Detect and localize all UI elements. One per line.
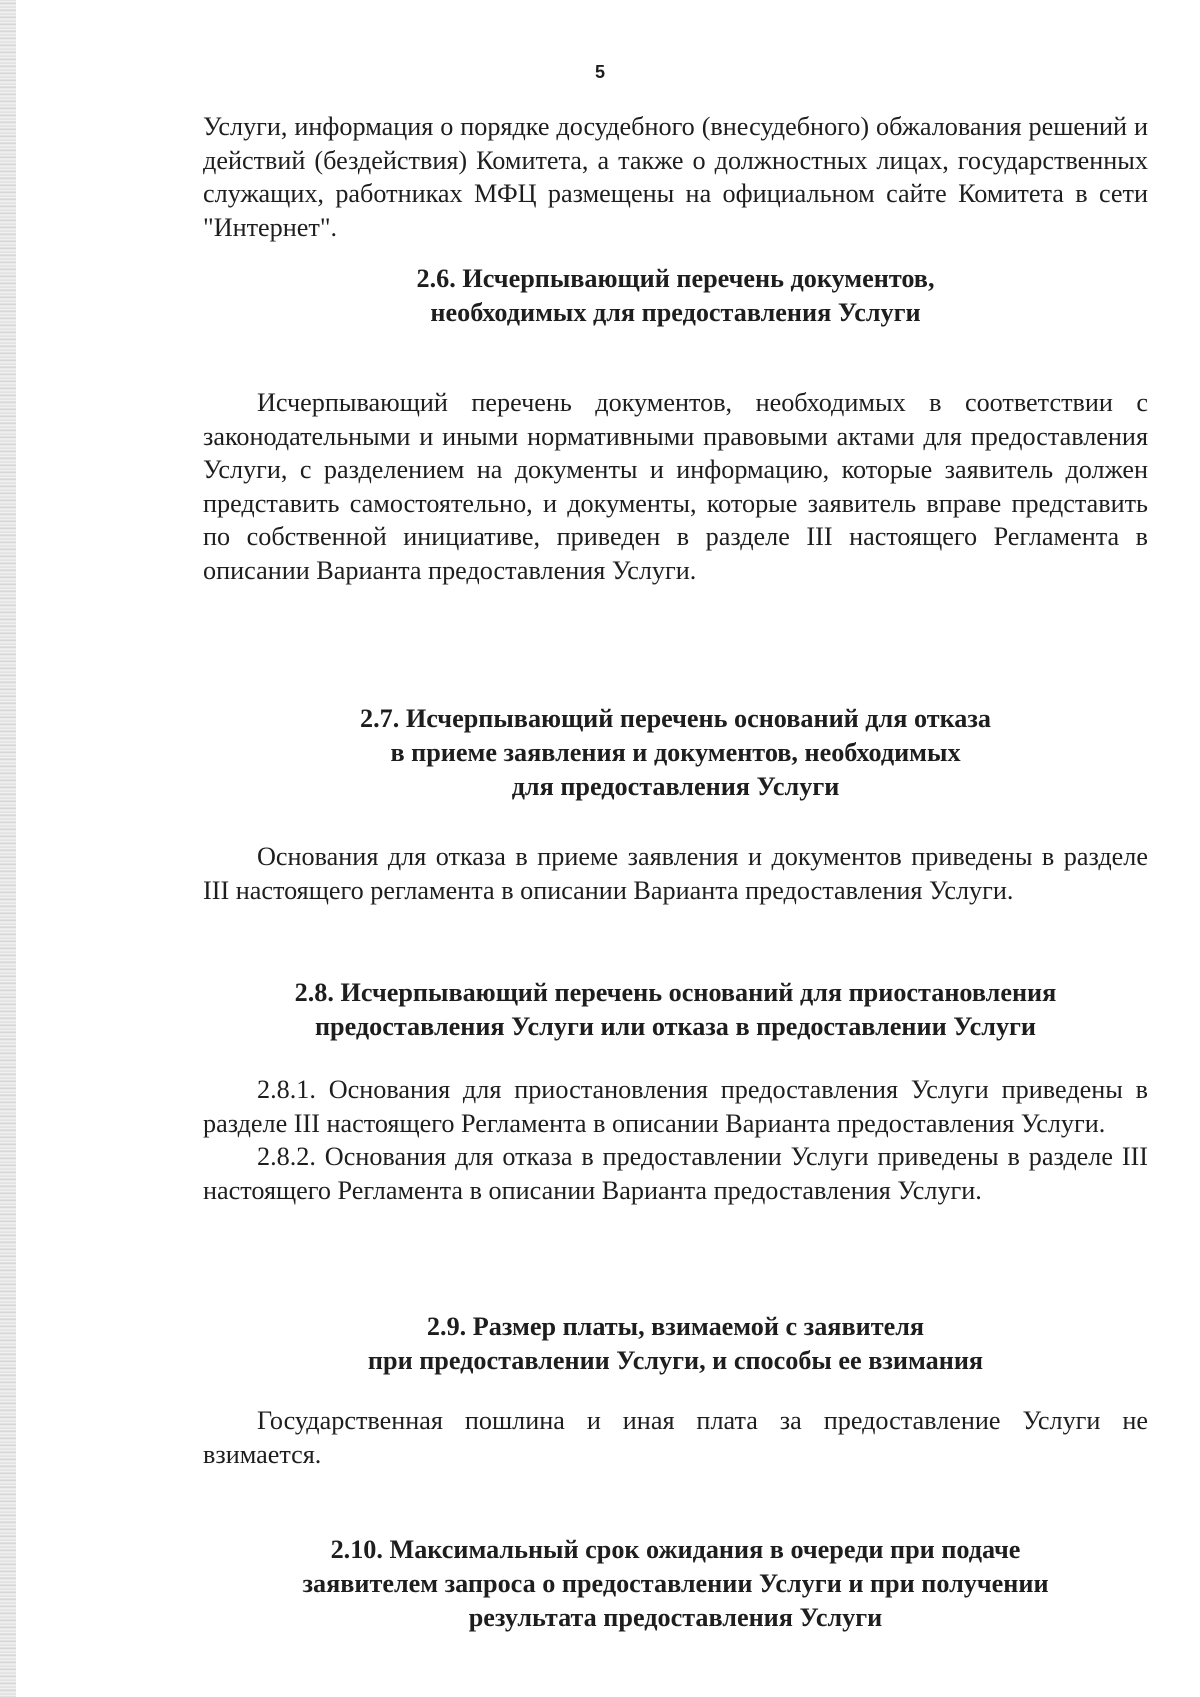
- section-2-8-paragraph-2: 2.8.2. Основания для отказа в предоставлении Услуги приведены в разделе III настоящего Регламента в описании Варианта предоставления Услуги.: [203, 1142, 1148, 1205]
- heading-2-10: [203, 1533, 1148, 1635]
- section-2-9-paragraph: Государственная пошлина и иная плата за предоставление Услуги не взимается.: [203, 1406, 1148, 1469]
- heading-2-10-line3: результата предоставления Услуги: [468, 1603, 883, 1632]
- section-2-8-paragraph-1: 2.8.1. Основания для приостановления предоставления Услуги приведены в разделе III настоящего Регламента в описании Варианта предоставления Услуги.: [203, 1075, 1148, 1138]
- heading-2-9-line2: при предоставлении Услуги, и способы ее взимания: [367, 1346, 984, 1375]
- intro-paragraph: Услуги, информация о порядке досудебного (внесудебного) обжалования решений и действий (бездействия) Комитета, а также о должностных лицах, государственных служащих, работниках МФЦ размещены на официальном сайте Комитета в сети "Интернет".: [203, 112, 1148, 242]
- heading-2-9: [203, 1310, 1148, 1378]
- section-2-7-block: [203, 840, 1148, 907]
- heading-2-10-line1: 2.10. Максимальный срок ожидания в очереди при подаче: [330, 1535, 1021, 1564]
- section-2-8-block: [203, 1073, 1148, 1207]
- page-number: 5: [594, 62, 605, 82]
- heading-2-7-line3: для предоставления Услуги: [511, 772, 840, 801]
- heading-2-7: [203, 702, 1148, 804]
- intro-block: [203, 110, 1148, 244]
- heading-2-9-line1: 2.9. Размер платы, взимаемой с заявителя: [426, 1312, 925, 1341]
- section-2-6-block: [203, 386, 1148, 587]
- heading-2-8: [203, 976, 1148, 1044]
- section-2-6-paragraph: Исчерпывающий перечень документов, необходимых в соответствии с законодательными и иными нормативными правовыми актами для предоставления Услуги, с разделением на документы и информацию, которые заявитель должен представить самостоятельно, и документы, которые заявитель вправе представить по собственной инициативе, приведен в разделе III настоящего Регламента в описании Варианта предоставления Услуги.: [203, 388, 1148, 585]
- heading-2-6: [203, 262, 1148, 330]
- heading-2-10-line2: заявителем запроса о предоставлении Услуги и при получении: [302, 1569, 1049, 1598]
- section-2-7-paragraph: Основания для отказа в приеме заявления и документов приведены в разделе III настоящего регламента в описании Варианта предоставления Услуги.: [203, 842, 1148, 905]
- heading-2-7-line2: в приеме заявления и документов, необходимых: [390, 738, 961, 767]
- section-2-9-block: [203, 1404, 1148, 1471]
- heading-2-6-line1: 2.6. Исчерпывающий перечень документов,: [416, 264, 935, 293]
- heading-2-8-line2: предоставления Услуги или отказа в предоставлении Услуги: [314, 1012, 1037, 1041]
- heading-2-8-line1: 2.8. Исчерпывающий перечень оснований для приостановления: [294, 978, 1057, 1007]
- heading-2-7-line1: 2.7. Исчерпывающий перечень оснований для отказа: [360, 704, 991, 733]
- heading-2-6-line2: необходимых для предоставления Услуги: [430, 298, 921, 327]
